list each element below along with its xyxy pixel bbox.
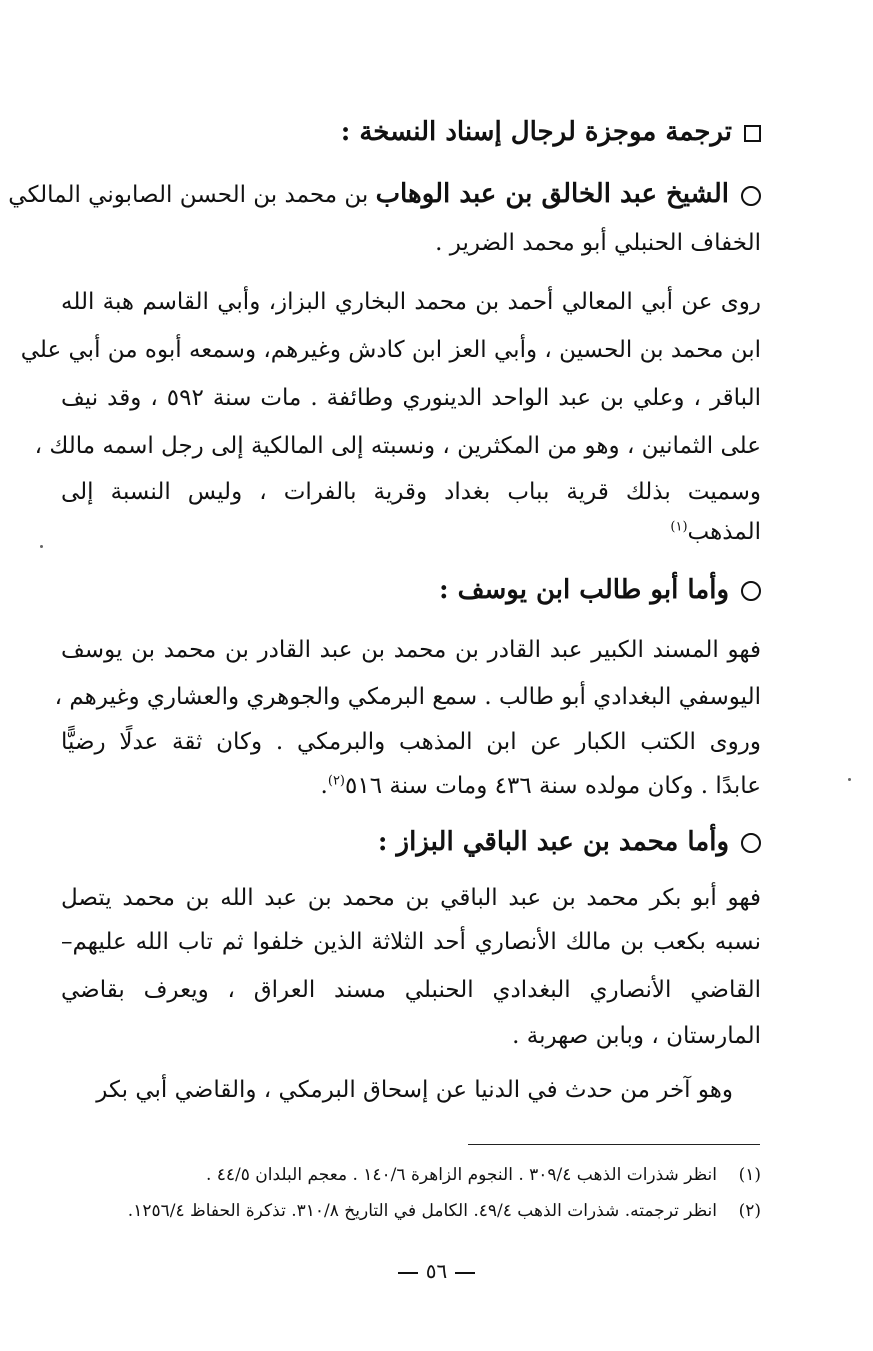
section3-para-line: فهو أبو بكر محمد بن عبد الباقي بن محمد بن عبد الله بن محمد يتصل: [61, 885, 761, 911]
circle-bullet-icon: [741, 581, 761, 601]
section3-heading-text: وأما محمد بن عبد الباقي البزاز :: [377, 827, 729, 857]
footnote-ref-2: (٢): [327, 773, 345, 789]
footnote-1: [61, 1162, 761, 1188]
section1-para-text: المذهب: [687, 519, 761, 545]
section1-line1: [8, 174, 761, 215]
section2-heading-text: وأما أبو طالب ابن يوسف :: [438, 575, 729, 605]
footnote-2: [61, 1198, 761, 1224]
section3-para-line: القاضي الأنصاري البغدادي الحنبلي مسند العراق ، ويعرف بقاضي: [61, 977, 761, 1003]
page-number-text: ٥٦: [425, 1259, 448, 1283]
square-bullet-icon: [744, 125, 761, 142]
section3-heading: [61, 822, 761, 862]
dash-left: [455, 1272, 475, 1274]
section3-para-line: المارستان ، وبابن صهربة .: [512, 1023, 761, 1049]
circle-bullet-icon: [741, 833, 761, 853]
footnote-ref-1: (١): [670, 519, 688, 535]
section3-para-line: نسبه بكعب بن مالك الأنصاري أحد الثلاثة الذين خلفوا ثم تاب الله عليهم–: [61, 929, 761, 955]
section2-para-line: وروى الكتب الكبار عن ابن المذهب والبرمكي . وكان ثقة عدلًا رضيًّا: [61, 729, 761, 755]
section1-line2: الخفاف الحنبلي أبو محمد الضرير .: [435, 230, 761, 256]
section1-para-line: على الثمانين ، وهو من المكثرين ، ونسبته إلى المالكية إلى رجل اسمه مالك ،: [34, 433, 761, 459]
title-text: ترجمة موجزة لرجال إسناد النسخة :: [340, 117, 732, 147]
section1-para-line: وسميت بذلك قرية بباب بغداد وقرية بالفرات ، وليس النسبة إلى: [61, 479, 761, 505]
section1-para-line: الباقر ، وعلي بن عبد الواحد الدينوري وطائفة . مات سنة ٥٩٢ ، وقد نيف: [61, 385, 761, 411]
section1-para-line: ابن محمد بن الحسين ، وأبي العز ابن كادش وغيرهم، وسمعه أبوه من أبي علي: [20, 337, 761, 363]
section1-name: الشيخ عبد الخالق بن عبد الوهاب: [375, 179, 729, 209]
footnote-divider: [468, 1144, 760, 1145]
footnote-text: انظر شذرات الذهب ٣٠٩/٤ . النجوم الزاهرة ١٤٠/٦ . معجم البلدان ٤٤/٥ .: [205, 1165, 717, 1185]
section1-para-line: روى عن أبي المعالي أحمد بن محمد البخاري البزاز، وأبي القاسم هبة الله: [61, 289, 761, 315]
dash-right: [398, 1272, 418, 1274]
circle-bullet-icon: [741, 186, 761, 206]
footnote-number: (١): [738, 1165, 761, 1185]
footnote-number: (٢): [738, 1201, 761, 1221]
scan-speck: [40, 545, 43, 548]
section2-para-text: عابدًا . وكان مولده سنة ٤٣٦ ومات سنة ٥١٦: [345, 773, 761, 799]
section3-para2-line: وهو آخر من حدث في الدنيا عن إسحاق البرمكي ، والقاضي أبي بكر: [96, 1077, 733, 1103]
section2-para-line: اليوسفي البغدادي أبو طالب . سمع البرمكي والجوهري والعشاري وغيرهم ،: [54, 684, 761, 710]
section1-line1-rest: بن محمد بن الحسن الصابوني المالكي: [8, 182, 369, 208]
section1-para-last-line: [61, 512, 761, 552]
footnote-text: انظر ترجمته. شذرات الذهب ٤٩/٤. الكامل في التاريخ ٣١٠/٨. تذكرة الحفاظ ١٢٥٦/٤.: [127, 1201, 717, 1221]
page-title: [61, 112, 761, 152]
page-number: [0, 1256, 873, 1286]
section2-heading: [61, 570, 761, 610]
scan-speck: [848, 778, 851, 781]
section2-para-line: فهو المسند الكبير عبد القادر بن محمد بن عبد القادر بن محمد بن يوسف: [61, 637, 761, 663]
section2-para-last-line: عابدًا . وكان مولده سنة ٤٣٦ ومات سنة ٥١٦$^{(٢)}$.: [320, 773, 761, 799]
